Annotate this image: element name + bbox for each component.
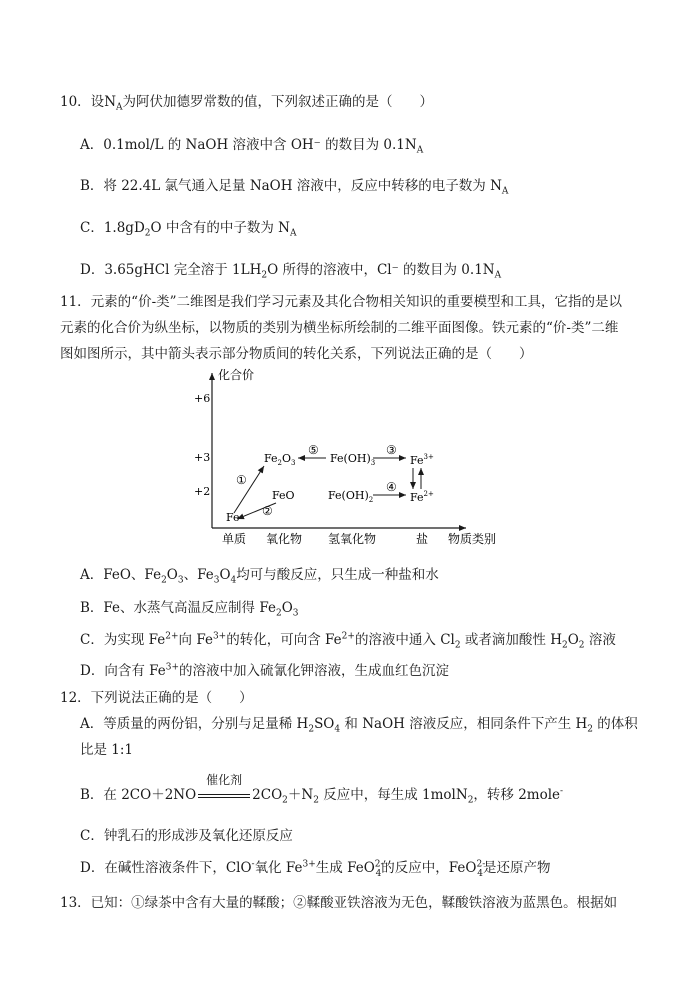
species-feo: FeO — [272, 489, 295, 502]
species-feoh3: $Fe(OH)_3$ — [330, 452, 376, 467]
y-tick-plus2: +2 — [194, 485, 211, 498]
q13-stem-line1: 13．已知：①绿茶中含有大量的鞣酸；②鞣酸亚铁溶液为无色，鞣酸铁溶液为蓝黑色。根据如 — [60, 895, 618, 911]
y-tick-plus3: +3 — [194, 451, 211, 464]
q12-option-d: D．在碱性溶液条件下，ClO-氧化 $Fe^{3+}$生成 FeO$^{2-}_4$的反应中，FeO$^{2-}_4$是还原产物 — [80, 859, 551, 879]
q11-option-c: C．为实现 $Fe^{2+}$向 $Fe^{3+}$的转化，可向含 $Fe^{2+}$的溶液中通入 $Cl_2$ 或者滴加酸性 $H_2O_2$ 溶液 — [80, 631, 616, 651]
species-fe: Fe — [226, 511, 240, 524]
x-tick-oxide: 氧化物 — [266, 532, 303, 546]
q10-option-d: D．3.65gHCl 完全溶于 $1LH_2O$ 所得的溶液中，Cl⁻ 的数目为 $0.1N_A$ — [80, 262, 502, 281]
marker-5: ⑤ — [308, 443, 319, 457]
x-axis-label: 物质类别 — [448, 532, 497, 546]
marker-4: ④ — [386, 480, 397, 494]
fe-valence-class-diagram — [190, 365, 510, 550]
species-fe3plus: $Fe^{3+}$ — [410, 453, 434, 467]
q12-option-a-line2: 比是 1:1 — [80, 742, 134, 758]
q10-option-b: B．将 22.4L 氯气通入足量 NaOH 溶液中，反应中转移的电子数为 $N_A$ — [80, 178, 509, 197]
q12-option-c: C．钟乳石的形成涉及氧化还原反应 — [80, 828, 293, 844]
q11-option-b: B．Fe、水蒸气高温反应制得 $Fe_2O_3$ — [80, 600, 299, 619]
q11-stem-line2: 元素的化合价为纵坐标，以物质的类别为横坐标所绘制的二维平面图像。铁元素的“价-类”二维 — [60, 320, 619, 336]
q12-stem: 12．下列说法正确的是（ ） — [60, 690, 253, 706]
q10-option-a: A．0.1mol/L 的 NaOH 溶液中含 OH⁻ 的数目为 $0.1N_A$ — [80, 137, 424, 156]
q11-option-d: D．向含有 $Fe^{3+}$的溶液中加入硫氰化钾溶液，生成血红色沉淀 — [80, 662, 450, 679]
x-tick-elemental: 单质 — [222, 532, 247, 546]
y-tick-plus6: +6 — [194, 392, 211, 405]
marker-2: ② — [262, 504, 273, 518]
species-fe2o3: $Fe_2O_3$ — [264, 452, 296, 467]
q12-option-a-line1: A．等质量的两份铝，分别与足量稀 $H_2SO_4$ 和 NaOH 溶液反应，相同条件下产生 $H_2$ 的体积 — [80, 716, 638, 735]
q10-option-c: C．$1.8gD_2O$ 中含有的中子数为 $N_A$ — [80, 220, 297, 239]
q11-option-a: A．FeO、$Fe_2O_3$、$Fe_3O_4$均可与酸反应，只生成一种盐和水 — [80, 567, 439, 586]
species-fe2plus: $Fe^{2+}$ — [410, 490, 434, 504]
q10-stem: 10．设$N_A$为阿伏加德罗常数的值，下列叙述正确的是（ ） — [60, 94, 433, 113]
species-feoh2: $Fe(OH)_2$ — [328, 489, 374, 504]
marker-1: ① — [236, 473, 247, 487]
y-axis-label: 化合价 — [218, 368, 255, 382]
x-tick-hydroxide: 氢氧化物 — [328, 532, 377, 546]
q11-stem-line3: 图如图所示，其中箭头表示部分物质间的转化关系，下列说法正确的是（ ） — [60, 346, 533, 362]
marker-3: ③ — [386, 443, 397, 457]
q11-stem-line1: 11．元素的“价-类”二维图是我们学习元素及其化合物相关知识的重要模型和工具，它指的是以 — [60, 294, 623, 310]
q12-option-b: B．在 2CO＋2NO 催化剂 $2CO_2+N_2$ 反应中，每生成 1molN$_2$，转移 2mole- — [80, 773, 564, 806]
x-tick-salt: 盐 — [416, 532, 429, 546]
catalyst-label: 催化剂 — [196, 785, 252, 805]
